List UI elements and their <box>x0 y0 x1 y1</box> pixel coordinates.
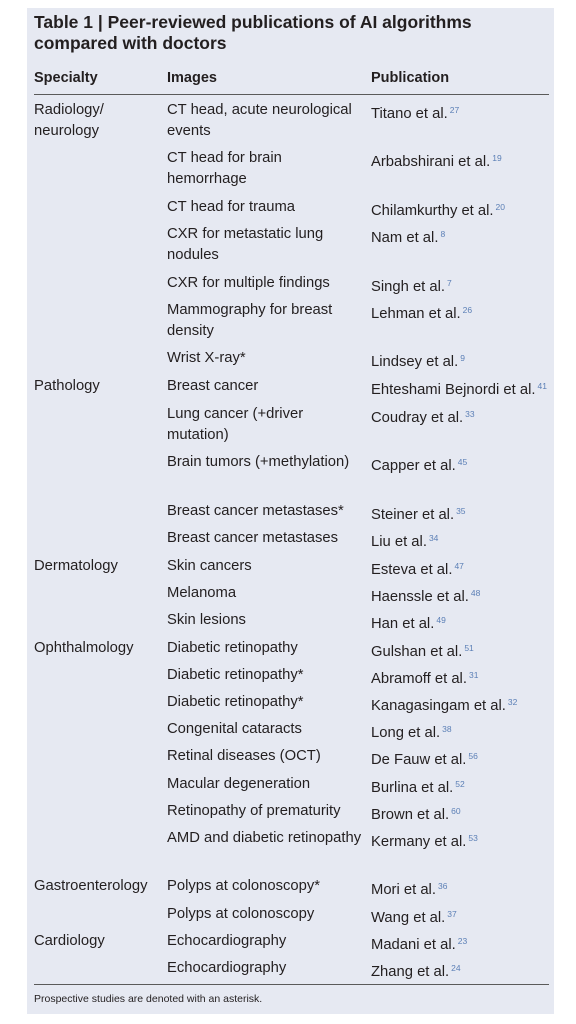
reference-number: 60 <box>451 806 461 816</box>
cell-images: Wrist X-ray* <box>167 350 246 366</box>
reference-number: 36 <box>437 881 448 891</box>
cell-publication <box>371 404 551 429</box>
publication-name: Coudray et al. <box>371 410 464 426</box>
header-images: Images <box>167 70 217 86</box>
cell-publication <box>371 774 551 799</box>
cell-images: Melanoma <box>167 585 237 601</box>
publication-name: Steiner et al. <box>371 507 455 523</box>
reference-number: 38 <box>442 724 452 734</box>
publication-name: Liu et al. <box>371 534 427 550</box>
reference-number: 34 <box>428 533 439 543</box>
reference-number: 53 <box>468 833 478 843</box>
reference-number: 31 <box>468 670 479 680</box>
publication-name: Kanagasingam et al. <box>371 698 506 714</box>
footnote: Prospective studies are denoted with an asterisk. <box>34 993 263 1005</box>
reference-number: 9 <box>460 353 465 363</box>
cell-publication <box>371 224 551 249</box>
publication-name: Nam et al. <box>371 230 439 246</box>
reference-number: 8 <box>440 229 446 239</box>
cell-images: Echocardiography <box>167 960 287 976</box>
cell-specialty: Gastroenterology <box>34 878 148 894</box>
cell-publication <box>371 300 551 325</box>
publication-name: Han et al. <box>371 616 435 632</box>
reference-number: 51 <box>464 643 474 653</box>
reference-number: 26 <box>462 305 473 315</box>
reference-number: 19 <box>492 153 502 163</box>
cell-publication <box>371 376 551 401</box>
publication-name: Esteva et al. <box>371 562 453 578</box>
bottom-rule <box>34 984 549 985</box>
cell-images: Brain tumors (+methylation) <box>167 454 350 470</box>
cell-specialty: Radiology/ neurology <box>34 102 104 139</box>
cell-publication <box>371 556 551 581</box>
cell-publication <box>371 610 551 635</box>
publication-name: Titano et al. <box>371 106 448 122</box>
cell-images: AMD and diabetic retinopathy <box>167 830 362 846</box>
cell-publication <box>371 665 551 690</box>
cell-publication <box>371 876 551 901</box>
publication-name: Zhang et al. <box>371 964 450 980</box>
table-title: Table 1 | Peer-reviewed publications of AI algorithms compared with doctors <box>34 12 472 53</box>
cell-publication <box>371 828 551 853</box>
cell-specialty: Cardiology <box>34 933 105 949</box>
cell-images: CT head for brain hemorrhage <box>167 150 282 187</box>
cell-images: Breast cancer metastases* <box>167 503 344 519</box>
publication-name: Burlina et al. <box>371 780 454 796</box>
cell-images: CT head, acute neurological events <box>167 102 352 139</box>
header-publication: Publication <box>371 70 450 86</box>
reference-number: 27 <box>449 105 460 115</box>
reference-number: 41 <box>537 381 547 391</box>
cell-publication <box>371 501 551 526</box>
publication-name: Arbabshirani et al. <box>371 154 491 170</box>
reference-number: 56 <box>468 751 478 761</box>
cell-images: Echocardiography <box>167 933 287 949</box>
reference-number: 48 <box>470 588 481 598</box>
publication-name: Haenssle et al. <box>371 589 469 605</box>
publication-name: Capper et al. <box>371 458 456 474</box>
publication-name: Mori et al. <box>371 882 436 898</box>
cell-images: CXR for metastatic lung nodules <box>167 226 324 263</box>
publication-name: Lehman et al. <box>371 306 461 322</box>
cell-specialty: Pathology <box>34 378 100 394</box>
cell-images: Polyps at colonoscopy* <box>167 878 320 894</box>
reference-number: 49 <box>436 615 446 625</box>
cell-publication <box>371 958 551 983</box>
cell-publication <box>371 148 551 173</box>
publication-name: Madani et al. <box>371 937 456 953</box>
cell-images: Retinal diseases (OCT) <box>167 748 321 764</box>
cell-images: Lung cancer (+driver mutation) <box>167 406 304 443</box>
reference-number: 32 <box>507 697 518 707</box>
reference-number: 47 <box>454 561 464 571</box>
publication-name: Singh et al. <box>371 279 446 295</box>
cell-images: Retinopathy of prematurity <box>167 803 341 819</box>
publication-name: Wang et al. <box>371 910 446 926</box>
reference-number: 24 <box>451 963 461 973</box>
reference-number: 33 <box>465 409 475 419</box>
cell-publication <box>371 583 551 608</box>
cell-publication <box>371 692 551 717</box>
publication-name: Abramoff et al. <box>371 671 467 687</box>
cell-publication <box>371 452 551 477</box>
cell-publication <box>371 931 551 956</box>
reference-number: 52 <box>455 779 465 789</box>
cell-publication <box>371 528 551 553</box>
reference-number: 45 <box>457 457 468 467</box>
publication-name: Chilamkurthy et al. <box>371 203 494 219</box>
reference-number: 7 <box>447 278 452 288</box>
publication-name: Lindsey et al. <box>371 354 459 370</box>
cell-publication <box>371 801 551 826</box>
publication-name: De Fauw et al. <box>371 752 467 768</box>
cell-publication <box>371 719 551 744</box>
publication-name: Long et al. <box>371 725 441 741</box>
publication-name: Gulshan et al. <box>371 644 463 660</box>
cell-images: Polyps at colonoscopy <box>167 906 315 922</box>
cell-publication <box>371 100 551 125</box>
cell-publication <box>371 348 551 373</box>
publication-name: Brown et al. <box>371 807 450 823</box>
cell-images: Mammography for breast density <box>167 302 333 339</box>
reference-number: 23 <box>457 936 468 946</box>
cell-images: Breast cancer metastases <box>167 530 339 546</box>
cell-images: Congenital cataracts <box>167 721 302 737</box>
cell-specialty: Ophthalmology <box>34 640 134 656</box>
cell-images: Breast cancer <box>167 378 259 394</box>
cell-publication <box>371 197 551 222</box>
header-rule <box>34 94 549 95</box>
cell-images: CT head for trauma <box>167 199 296 215</box>
cell-images: Diabetic retinopathy <box>167 640 298 656</box>
cell-publication <box>371 904 551 929</box>
cell-images: Skin lesions <box>167 612 246 628</box>
cell-images: Macular degeneration <box>167 776 311 792</box>
reference-number: 37 <box>447 909 457 919</box>
cell-images: Diabetic retinopathy* <box>167 667 304 683</box>
cell-images: Skin cancers <box>167 558 252 574</box>
header-specialty: Specialty <box>34 70 98 86</box>
reference-number: 20 <box>495 202 505 212</box>
cell-images: Diabetic retinopathy* <box>167 694 304 710</box>
publication-name: Ehteshami Bejnordi et al. <box>371 382 536 398</box>
cell-publication <box>371 638 551 663</box>
publication-name: Kermany et al. <box>371 834 467 850</box>
cell-publication <box>371 746 551 771</box>
cell-publication <box>371 273 551 298</box>
cell-images: CXR for multiple findings <box>167 275 330 291</box>
cell-specialty: Dermatology <box>34 558 118 574</box>
reference-number: 35 <box>456 506 466 516</box>
